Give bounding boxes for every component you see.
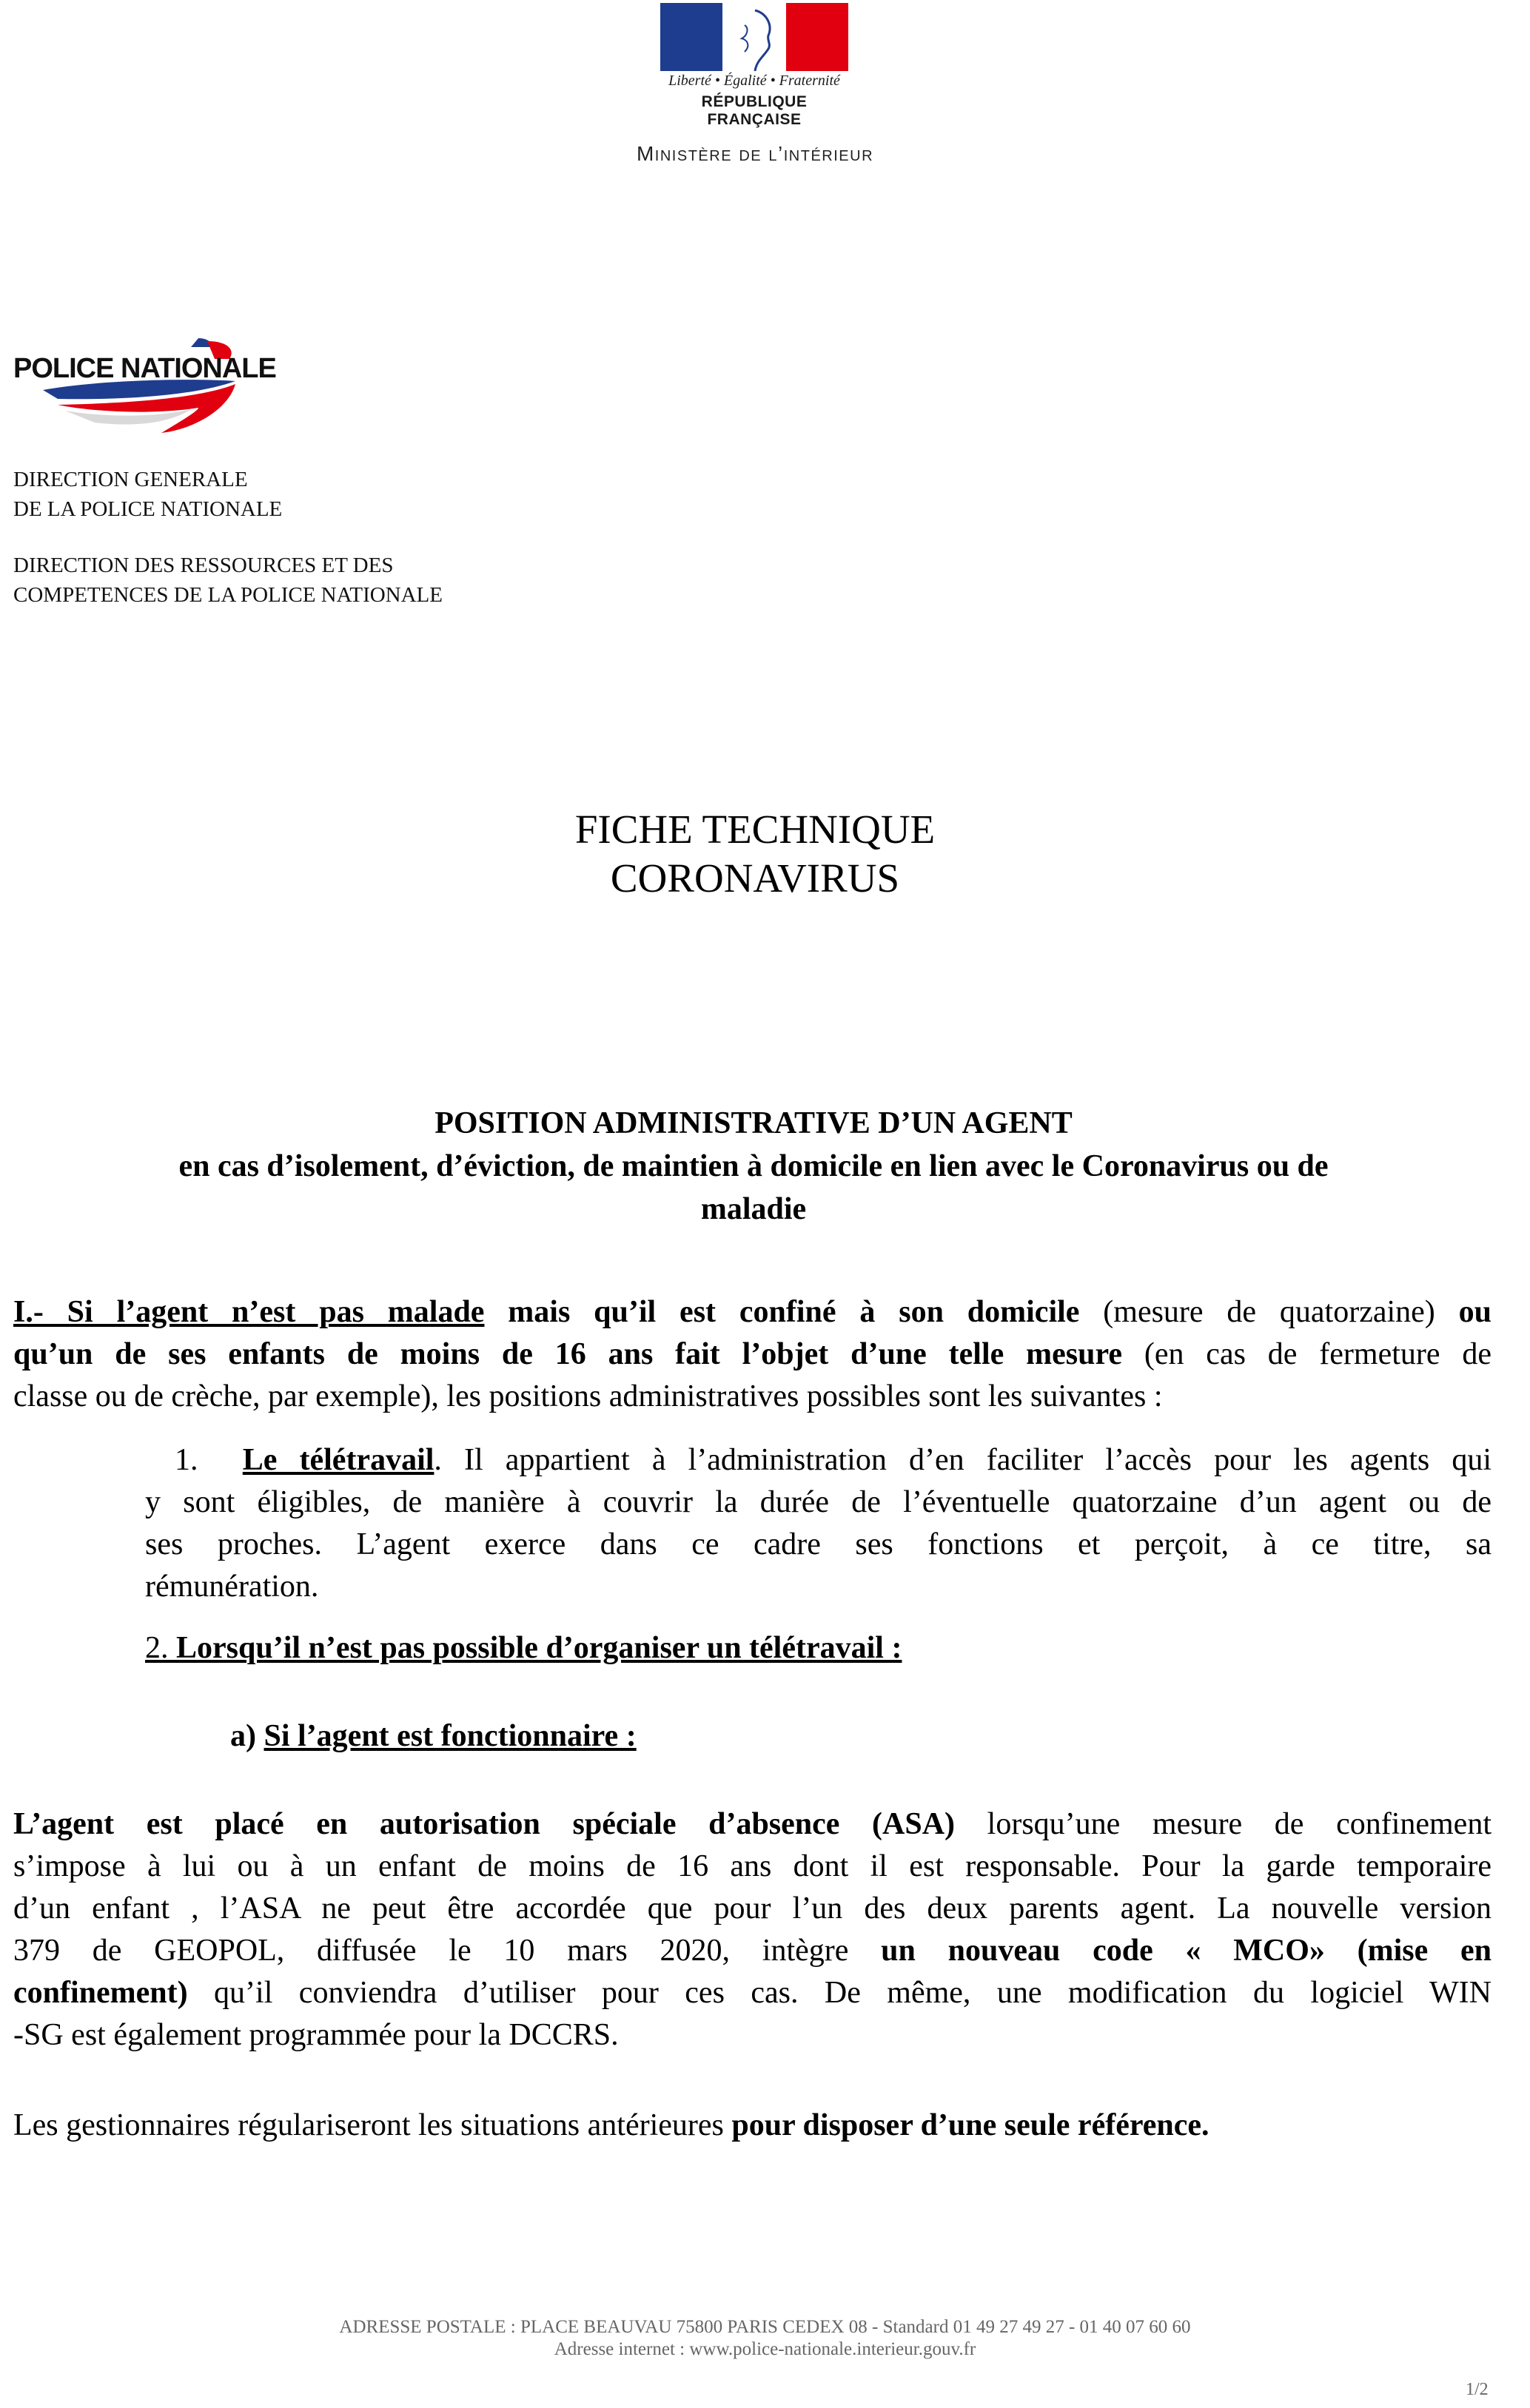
regularisation-bold: pour disposer d’une seule référence. (731, 2108, 1209, 2142)
regularisation-text: Les gestionnaires régulariseront les situations antérieures (13, 2108, 732, 2142)
asa-bold-1: L’agent est placé en autorisation spéciale d’absence (ASA) (13, 1807, 956, 1841)
section-1-bold-b: qu’un de ses enfants de moins de 16 ans fait l’objet d’une telle mesure (13, 1337, 1122, 1371)
drcpn-line-2: COMPETENCES DE LA POLICE NATIONALE (13, 583, 443, 607)
item-2-heading (145, 1627, 1492, 1669)
page-number: 1/2 (1466, 2380, 1489, 2399)
section-1-bold-a: mais qu’il est confiné à son domicile (484, 1295, 1080, 1329)
title-line-2: CORONAVIRUS (610, 855, 900, 901)
regularisation-paragraph (13, 2105, 1492, 2147)
section-1-lead: I.- Si l’agent n’est pas malade (13, 1295, 485, 1329)
footer-address: ADRESSE POSTALE : PLACE BEAUVAU 75800 PARIS CEDEX 08 - Standard 01 49 27 49 27 - 01 40 07 60 60 (339, 2317, 1191, 2337)
police-nationale-logo (13, 337, 324, 437)
sub-a-label: Si l’agent est fonctionnaire : (264, 1719, 637, 1753)
item-1-teletravail (145, 1439, 1492, 1608)
item-1-text-3: ses proches. L’agent exerce dans ce cadre ses fonctions et perçoit, à ce titre, sa (145, 1527, 1492, 1561)
heading-line-3: maladie (700, 1192, 807, 1226)
asa-text-1: lorsqu’une mesure de confinement (955, 1807, 1492, 1841)
republic-motto: Liberté • Égalité • Fraternité (668, 73, 840, 89)
heading-line-1: POSITION ADMINISTRATIVE D’UN AGENT (434, 1106, 1073, 1140)
republique-francaise-logo (654, 0, 854, 128)
item-1-label: Le télétravail (242, 1443, 434, 1477)
police-logo-text: POLICE NATIONALE (13, 353, 276, 384)
heading-line-2: en cas d’isolement, d’éviction, de maintien à domicile en lien avec le Coronavirus ou de (178, 1149, 1329, 1183)
sub-a-heading (230, 1715, 1530, 1758)
asa-paragraph (13, 1803, 1492, 2056)
item-1-number: 1. (175, 1443, 198, 1477)
asa-text-5: qu’il conviendra d’utiliser pour ces cas. De même, une modification du logiciel WIN (187, 1976, 1492, 2010)
section-1-text-c: classe ou de crèche, par exemple), les positions administratives possibles sont les suivantes : (13, 1379, 1163, 1413)
item-2-number: 2. (145, 1631, 176, 1665)
item-1-text-2: y sont éligibles, de manière à couvrir la durée de l’éventuelle quatorzaine d’un agent ou de (145, 1485, 1492, 1519)
section-1-text-a: (mesure de quatorzaine) (1079, 1295, 1459, 1329)
asa-text-3: d’un enfant , l’ASA ne peut être accordée que pour l’un des deux parents agent. La nouvelle version (13, 1891, 1492, 1926)
asa-text-2: s’impose à lui ou à un enfant de moins de 16 ans dont il est responsable. Pour la garde temporaire (13, 1849, 1492, 1883)
asa-bold-5: confinement) (13, 1976, 188, 2010)
item-1-dot: . (434, 1443, 442, 1477)
document-title (370, 805, 1140, 903)
item-1-text-1: Il appartient à l’administration d’en faciliter l’accès pour les agents qui (441, 1443, 1492, 1477)
direction-generale (13, 465, 282, 524)
asa-text-4: 379 de GEOPOL, diffusée le 10 mars 2020, intègre (13, 1934, 882, 1968)
footer-website: Adresse internet : www.police-nationale.interieur.gouv.fr (554, 2339, 976, 2359)
item-2-label: Lorsqu’il n’est pas possible d’organiser un télétravail : (176, 1631, 902, 1665)
police-swoosh-icon (13, 337, 324, 437)
section-1-paragraph (13, 1291, 1492, 1418)
direction-ressources (13, 551, 443, 610)
sub-a-prefix: a) (230, 1719, 264, 1753)
item-1-text-4: rémunération. (145, 1570, 319, 1604)
dg-line-2: DE LA POLICE NATIONALE (13, 497, 283, 521)
section-1-text-b: (en cas de fermeture de (1121, 1337, 1492, 1371)
ministry-name: Ministère de l’intérieur (636, 142, 874, 165)
asa-bold-4: un nouveau code « MCO» (mise en (881, 1934, 1492, 1968)
marianne-flag-icon (660, 3, 848, 71)
section-heading (13, 1102, 1494, 1231)
asa-text-6: -SG est également programmée pour la DCCRS. (13, 2018, 619, 2052)
section-1-bold-ou: ou (1458, 1295, 1492, 1329)
title-line-1: FICHE TECHNIQUE (574, 807, 936, 852)
dg-line-1: DIRECTION GENERALE (13, 468, 248, 491)
drcpn-line-1: DIRECTION DES RESSOURCES ET DES (13, 554, 394, 577)
republic-name: RÉPUBLIQUE FRANÇAISE (701, 93, 808, 128)
